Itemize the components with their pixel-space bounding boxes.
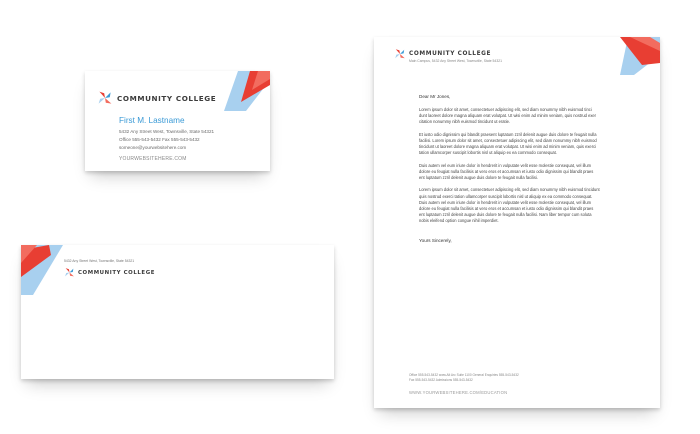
letterhead-logo-text: COMMUNITY COLLEGE bbox=[409, 51, 492, 57]
letterhead-address: Main Campus, 5432 Any Street West, Townsville, State 54321 bbox=[409, 59, 502, 63]
paragraph-line: tincidunt ut laoreet dolore magna aliquam erat volutpat. Ut wisi enim ad minim veniam, quis exerci bbox=[419, 143, 597, 149]
letter-salutation: Dear Mr Jones, bbox=[419, 94, 451, 99]
envelope-corner-stripes bbox=[21, 245, 63, 295]
letterhead-footer-contacts bbox=[409, 373, 519, 383]
letterhead-website: WWW.YOURWEBSITEHERE.COM/EDUCATION bbox=[409, 390, 508, 395]
card-corner-stripes bbox=[224, 71, 270, 111]
card-address: 5432 Any Street West, Townsville, State 54321 bbox=[119, 129, 215, 134]
paragraph-line: ent luptatum zzril delenit augue duis dolore te feugait nulla facilisi. Nam liber tempor cum soluta bbox=[419, 211, 592, 217]
paragraph-line: dolore eu feugiat nulla facilisis at vero eros et accumsan et iusto odio dignissim qui blandit praes bbox=[419, 168, 594, 174]
footer-line: Office 555-543-5432 www.Alt Arc Suite 1100 General Enquiries 555-543-5432 bbox=[409, 373, 519, 377]
letter-closing: Yours Sincerely, bbox=[419, 238, 452, 243]
card-person-name: First M. Lastname bbox=[119, 116, 185, 125]
paragraph-line: citation nonummy nibh euismod tincidunt ut eratie. bbox=[419, 119, 511, 125]
paragraph-line: dolore eu feugiat nulla facilisis at vero eros et accumsan et iusto odio dignissim qui blandit praes bbox=[419, 205, 594, 211]
letter-paragraph bbox=[419, 187, 619, 224]
envelope-logo bbox=[64, 267, 155, 278]
letterhead-corner-stripes bbox=[620, 37, 660, 75]
footer-line: Fax 555-543-5432 Admissions 555-543-5432 bbox=[409, 378, 473, 382]
paragraph-line: nobis eleifend option congue nihil imperdiet. bbox=[419, 217, 499, 223]
letter-body bbox=[419, 94, 619, 243]
letter-paragraph bbox=[419, 132, 619, 156]
paragraph-line: dunt laoreet dolore magna aliquam erat volutpat. Ut wisi enim ad minim veniam, quis nostrud exer bbox=[419, 113, 597, 119]
card-logo bbox=[97, 90, 216, 106]
paragraph-line: Lorem ipsum dolor sit amet, consectetuer adipiscing elit, sed diam nonummy nibh euismod tincidunt bbox=[419, 187, 600, 193]
paragraph-line: Duis autem vel eum iriure dolor in hendrerit in vulputate velit esse molestie consequat, vel illum bbox=[419, 162, 592, 168]
envelope-return-address: 5432 Any Street West, Townsville, State 54321 bbox=[64, 259, 135, 263]
paragraph-line: tation ullamcorper suscipit lobortis nisl ut aliquip ex ea commodo consequat. bbox=[419, 150, 557, 156]
paragraph-line: ent luptatum zzril delenit augue duis dolore te feugait nulla facilisi. bbox=[419, 174, 539, 180]
paragraph-line: Lorem ipsum dolor sit amet, consectetuer adipiscing elit, sed diam nonummy nibh euismod tinci bbox=[419, 107, 592, 112]
college-star-logo-icon bbox=[394, 48, 406, 60]
college-star-logo-icon bbox=[64, 267, 75, 278]
letter-paragraph bbox=[419, 163, 619, 181]
letterhead bbox=[374, 37, 660, 408]
college-star-logo-icon bbox=[97, 90, 113, 106]
paragraph-line: Duis autem vel eum iriure dolor in hendrerit in vulputate velit esse molestie consequat, vel illum bbox=[419, 199, 592, 205]
card-phone: Office 555-543-5432 Fax 555-543-5432 bbox=[119, 137, 200, 142]
card-logo-text: COMMUNITY COLLEGE bbox=[117, 93, 217, 103]
paragraph-line: Et iusto odio dignissim qui blandit praesent luptatum zzril delenit augue duis dolore te feugait nulla bbox=[419, 131, 597, 137]
paragraph-line: quis nostrud exerci tation ullamcorper suscipit lobortis nisl ut aliquip ex ea commodo consequat. bbox=[419, 193, 593, 199]
envelope bbox=[21, 245, 334, 379]
card-email: someone@yourwebsitehere.com bbox=[119, 145, 187, 150]
business-card bbox=[85, 71, 270, 171]
paragraph-line: facilisi. Lorem ipsum dolor sit amet, consectetuer adipiscing elit, sed diam nonummy nibh euismod bbox=[419, 137, 597, 143]
envelope-logo-text: COMMUNITY COLLEGE bbox=[78, 269, 156, 276]
card-website: YOURWEBSITEHERE.COM bbox=[119, 156, 187, 162]
letter-paragraph bbox=[419, 107, 619, 125]
